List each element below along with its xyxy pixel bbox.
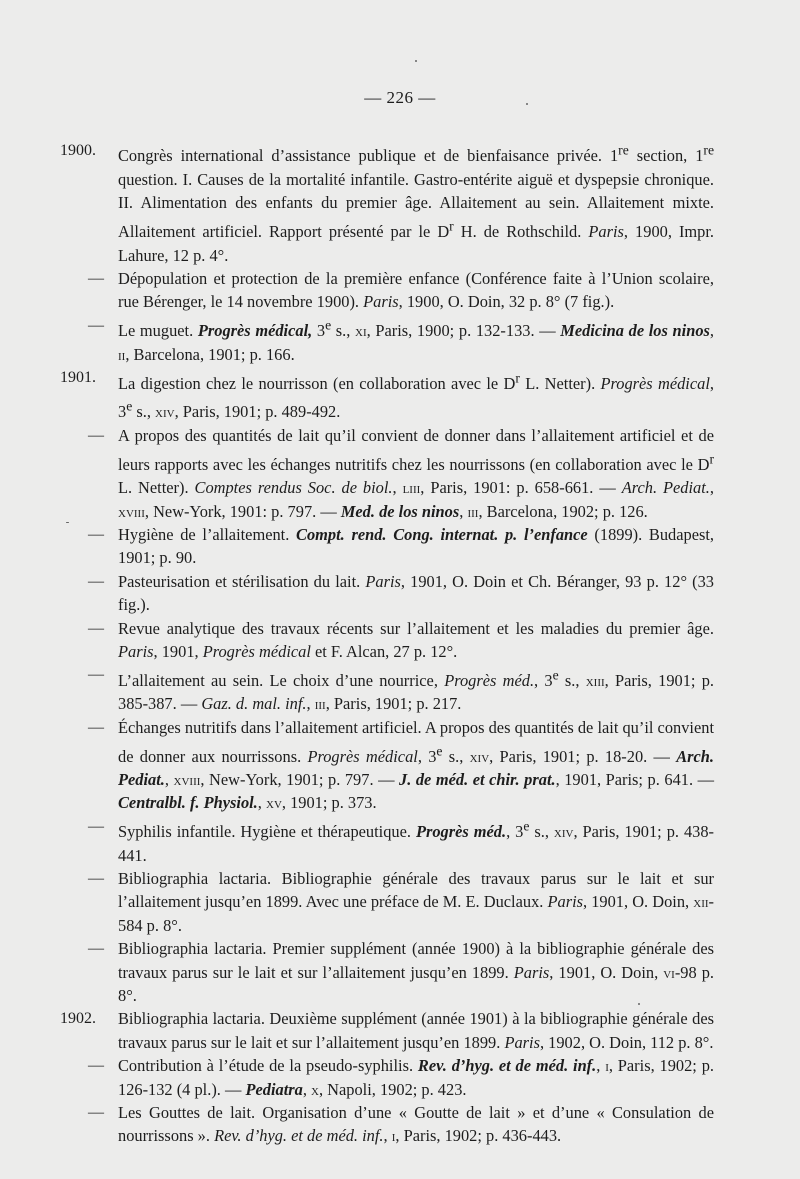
ditto-dash: — bbox=[88, 870, 104, 887]
entry-year: 1900. bbox=[60, 142, 96, 159]
entry-text: Bibliographia lactaria. Deuxième supplément (année 1901) à la bibliographie générale des travaux parus sur le lait et sur l’allaitement jusqu’en 1899. Paris, 1902, O. Doin, 112 p. 8°. bbox=[118, 1009, 714, 1052]
ditto-dash: — bbox=[88, 426, 104, 444]
entry-text: Congrès international d’assistance publique et de bienfaisance privée. 1re section, 1re question. I. Causes de la mortalité infantile. Gastro-entérite aiguë et dyspepsie chronique. II. Alimentation des enfants du premier âge. Allaitement au sein. Allaitement mixte. Allaitement artificiel. Rapport présenté par le $D^r$ H. de Rothschild. Paris, 1900, Impr. Lahure, 12 p. 4°. bbox=[118, 143, 715, 265]
bibliography-entry bbox=[0, 314, 800, 366]
entry-text: Revue analytique des travaux récents sur l’allaitement et les maladies du premier âge. Paris, 1901, Progrès médical et F. Alcan, 27 p. 12°. bbox=[118, 618, 714, 661]
entry-text: La digestion chez le nourrisson (en collaboration avec le $D^r$ L. Netter). Progrès médical, 3e s., xiv, Paris, 1901; p. 489-492. bbox=[118, 370, 714, 422]
entry-text: Les Gouttes de lait. Organisation d’une « Goutte de lait » et d’une « Consulation de nourrissons ». Rev. d’hyg. et de méd. inf., i, Paris, 1902; p. 436-443. bbox=[118, 1103, 714, 1146]
bibliography-entry bbox=[0, 1007, 800, 1054]
ditto-dash: — bbox=[88, 666, 104, 684]
ditto-dash: — bbox=[88, 619, 104, 637]
bibliography-entry bbox=[0, 867, 800, 937]
entry-text: Bibliographia lactaria. Bibliographie générale des travaux parus sur le lait et sur l’allaitement jusqu’en 1899. Avec une préface de M. E. Duclaux. Paris, 1901, O. Doin, xii-584 p. 8°. bbox=[118, 869, 714, 935]
scan-speck bbox=[415, 60, 417, 62]
bibliography-entry bbox=[0, 267, 800, 314]
ditto-dash: — bbox=[88, 316, 104, 334]
bibliography-entry bbox=[0, 1101, 800, 1148]
entry-text: Bibliographia lactaria. Premier supplément (année 1900) à la bibliographie générale des travaux parus sur le lait et sur l’allaitement jusqu’en 1899. Paris, 1901, O. Doin, vi-98 p. 8°. bbox=[118, 939, 715, 1006]
entry-text: Hygiène de l’allaitement. Compt. rend. Cong. internat. p. l’enfance (1899). Budapest, 1901; p. 90. bbox=[118, 524, 715, 568]
bibliography-entry bbox=[0, 716, 800, 815]
entry-text: Échanges nutritifs dans l’allaitement artificiel. A propos des quantités de lait qu’il convient de donner aux nourrissons. Progrès médical, 3e s., xiv, Paris, 1901; p. 18-20. — Arch. Pediat., xviii, New-York, 1901; p. 797. — J. de méd. et chir. prat., 1901, Paris; p. 641. — Centralbl. f. Physiol., xv, 1901; p. 373. bbox=[118, 717, 714, 813]
ditto-dash: — bbox=[88, 1104, 104, 1122]
ditto-dash: — bbox=[88, 269, 104, 287]
bibliography-entry bbox=[0, 1054, 800, 1101]
bibliography-entry bbox=[0, 366, 800, 424]
scan-speck bbox=[638, 1003, 640, 1005]
entry-year: 1902. bbox=[60, 1010, 96, 1028]
entry-text: Syphilis infantile. Hygiène et thérapeutique. Progrès méd., 3e s., xiv, Paris, 1901; p. 438-441. bbox=[118, 818, 714, 865]
ditto-dash: — bbox=[88, 817, 104, 835]
bibliography-list bbox=[0, 139, 800, 1148]
ditto-dash: — bbox=[88, 718, 104, 736]
scan-speck bbox=[526, 103, 528, 105]
page-number: — 226 — bbox=[364, 88, 436, 107]
entry-year: 1901. bbox=[60, 369, 96, 387]
bibliography-entry bbox=[0, 617, 800, 664]
entry-text: Le muguet. Progrès médical, 3e s., xi, Paris, 1900; p. 132-133. — Medicina de los ninos, ii, Barcelona, 1901; p. 166. bbox=[118, 317, 715, 364]
ditto-dash: — bbox=[88, 1057, 104, 1075]
ditto-dash: — bbox=[88, 572, 104, 590]
ditto-dash: — bbox=[88, 940, 104, 958]
entry-text: L’allaitement au sein. Le choix d’une nourrice, Progrès méd., 3e s., xiii, Paris, 1901; p. 385-387. — Gaz. d. mal. inf., iii, Paris, 1901; p. 217. bbox=[118, 667, 714, 714]
bibliography-entry bbox=[0, 139, 800, 267]
bibliography-entry bbox=[0, 570, 800, 617]
bibliography-entry bbox=[0, 815, 800, 867]
ditto-dash: — bbox=[88, 525, 104, 543]
bibliography-entry bbox=[0, 424, 800, 523]
entry-text: Contribution à l’étude de la pseudo-syphilis. Rev. d’hyg. et de méd. inf., i, Paris, 1902; p. 126-132 (4 pl.). — Pediatra, x, Napoli, 1902; p. 423. bbox=[118, 1056, 714, 1099]
entry-text: Pasteurisation et stérilisation du lait. Paris, 1901, O. Doin et Ch. Béranger, 93 p. 12° (33 fig.). bbox=[118, 571, 714, 615]
entry-text: A propos des quantités de lait qu’il convient de donner dans l’allaitement artificiel et de leurs rapports avec les échanges nutritifs chez les nourrissons (en collaboration avec le $D^r$ L. Netter). Comptes rendus Soc. de biol., liii, Paris, 1901: p. 658-661. — Arch. Pediat., xviii, New-York, 1901: p. 797. — Med. de los ninos, iii, Barcelona, 1902; p. 126. bbox=[118, 425, 714, 521]
entry-text: Dépopulation et protection de la première enfance (Conférence faite à l’Union scolaire, rue Bérenger, le 14 novembre 1900). Paris, 1900, O. Doin, 32 p. 8° (7 fig.). bbox=[118, 268, 714, 312]
bibliography-entry bbox=[0, 937, 800, 1007]
scan-speck bbox=[66, 522, 69, 523]
bibliography-entry bbox=[0, 523, 800, 570]
bibliography-entry bbox=[0, 663, 800, 715]
